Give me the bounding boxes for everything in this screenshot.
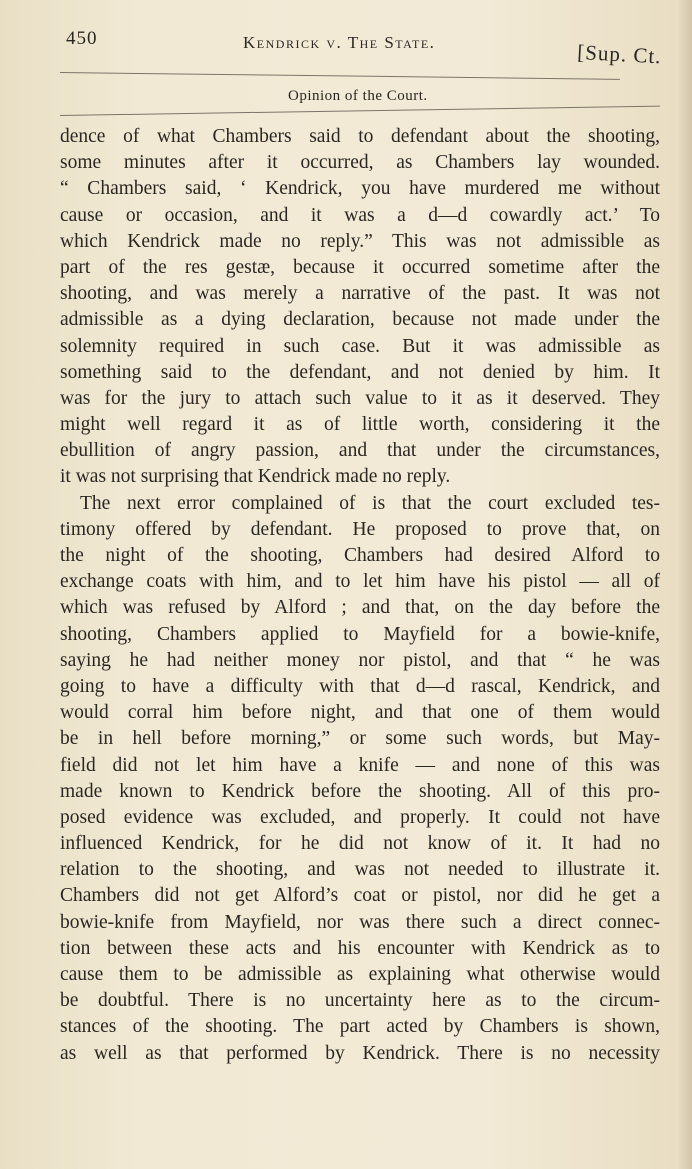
header-rule-bottom	[60, 106, 660, 116]
text-line: shooting, Chambers applied to Mayfield for a bowie-knife,	[60, 623, 660, 645]
opinion-subheading: Opinion of the Court.	[288, 88, 428, 104]
opinion-text	[60, 124, 660, 1067]
text-line: be in hell before morning,” or some such words, but May-	[60, 728, 660, 750]
text-line: timony offered by defendant. He proposed to prove that, on	[60, 518, 660, 540]
text-line: which Kendrick made no reply.” This was not admissible as	[60, 230, 660, 252]
text-line: cause them to be admissible as explaining what otherwise would	[60, 964, 660, 985]
text-line: solemnity required in such case. But it was admissible as	[60, 335, 660, 357]
text-line: part of the res gestæ, because it occurred sometime after the	[60, 256, 660, 278]
page-edge-shadow	[678, 0, 692, 1169]
text-line: tion between these acts and his encounter with Kendrick as to	[60, 937, 660, 959]
text-line: would corral him before night, and that one of them would	[60, 702, 660, 724]
text-line: made known to Kendrick before the shooting. All of this pro-	[60, 780, 660, 802]
text-line: posed evidence was excluded, and properly. It could not have	[60, 806, 660, 828]
text-line: relation to the shooting, and was not needed to illustrate it.	[60, 859, 660, 881]
text-line: it was not surprising that Kendrick made no reply.	[60, 466, 451, 488]
text-line: Chambers did not get Alford’s coat or pistol, nor did he get a	[60, 885, 660, 907]
page-header	[0, 0, 692, 120]
text-line: was for the jury to attach such value to it as it deserved. They	[60, 387, 660, 409]
text-line: ebullition of angry passion, and that under the circumstances,	[60, 440, 660, 462]
running-title: Kendrick v. The State.	[243, 33, 436, 52]
text-line: bowie-knife from Mayfield, nor was there such a direct connec-	[60, 911, 660, 933]
page-number: 450	[66, 28, 98, 49]
text-line: some minutes after it occurred, as Chambers lay wounded.	[60, 152, 660, 174]
text-line: exchange coats with him, and to let him have his pistol — all of	[60, 571, 660, 593]
court-label: [Sup. Ct.	[576, 40, 663, 69]
text-line: shooting, and was merely a narrative of the past. It was not	[60, 283, 660, 305]
text-line: which was refused by Alford ; and that, on the day before the	[60, 597, 660, 619]
text-line: something said to the defendant, and not denied by him. It	[60, 361, 660, 383]
text-line: “ Chambers said, ‘ Kendrick, you have murdered me without	[60, 178, 660, 200]
text-line: cause or occasion, and it was a d—d cowardly act.’ To	[60, 204, 660, 226]
text-line: might well regard it as of little worth, considering it the	[60, 414, 660, 436]
text-line: influenced Kendrick, for he did not know of it. It had no	[60, 833, 660, 855]
header-rule-top	[60, 72, 620, 80]
text-line: the night of the shooting, Chambers had desired Alford to	[60, 545, 660, 566]
text-line: saying he had neither money nor pistol, and that “ he was	[60, 649, 660, 671]
text-line: be doubtful. There is no uncertainty here as to the circum-	[60, 990, 660, 1012]
text-line: dence of what Chambers said to defendant about the shooting,	[60, 126, 660, 147]
text-line: admissible as a dying declaration, because not made under the	[60, 309, 660, 331]
text-line: as well as that performed by Kendrick. There is no necessity	[60, 1042, 660, 1064]
text-line: stances of the shooting. The part acted by Chambers is shown,	[60, 1016, 660, 1038]
text-line: The next error complained of is that the court excluded tes-	[80, 492, 660, 514]
text-line: field did not let him have a knife — and none of this was	[60, 754, 660, 776]
text-line: going to have a difficulty with that d—d rascal, Kendrick, and	[60, 675, 660, 697]
